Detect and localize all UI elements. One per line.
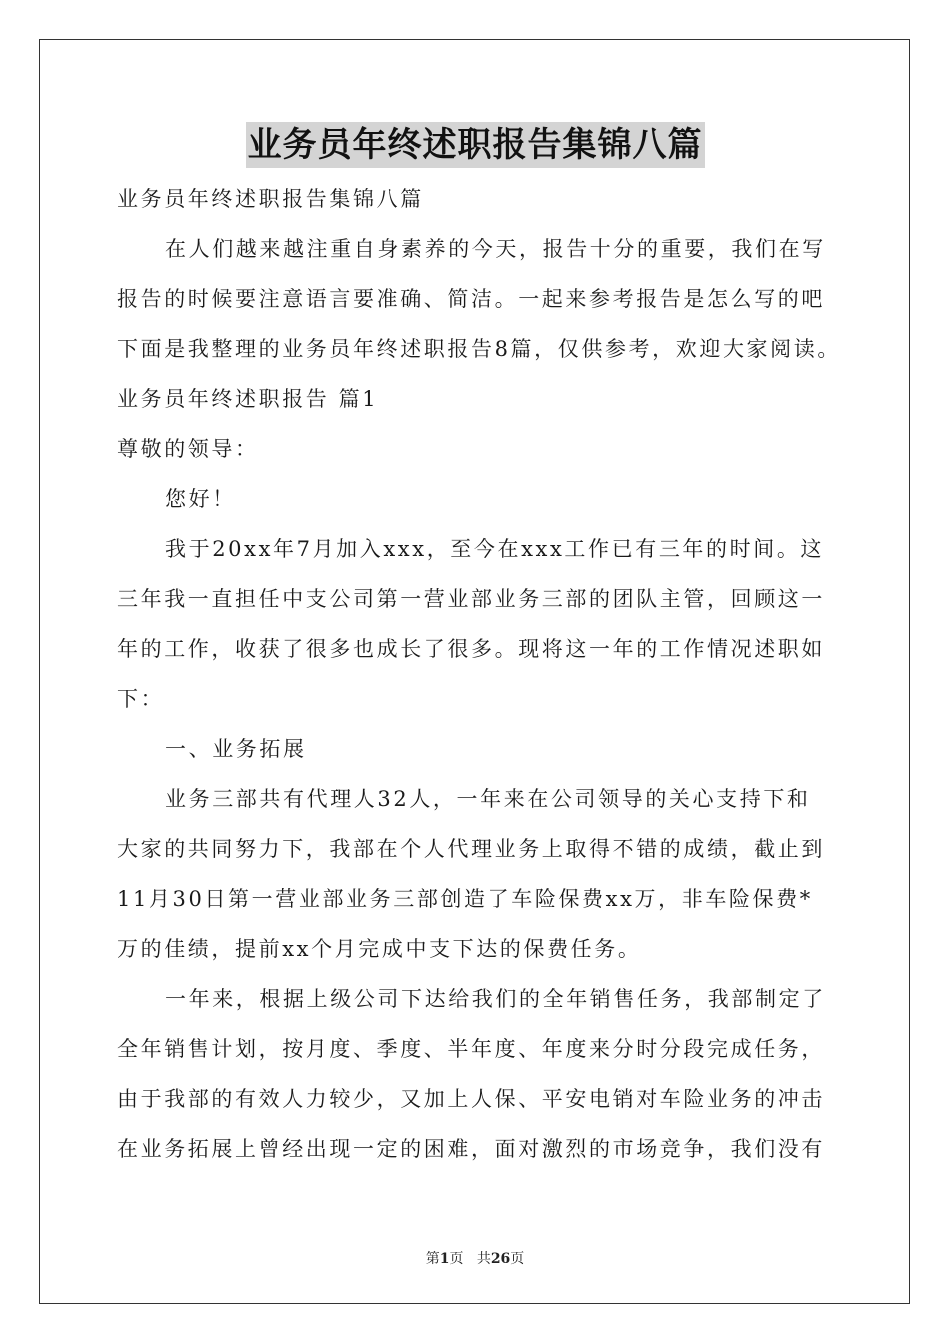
- paragraph-line: 全年销售计划，按月度、季度、半年度、年度来分时分段完成任务，: [117, 1037, 825, 1061]
- paragraph-line: 下：: [117, 687, 165, 711]
- paragraph-line: 在人们越来越注重自身素养的今天，报告十分的重要，我们在写: [165, 237, 826, 261]
- paragraph-line: 报告的时候要注意语言要准确、简洁。一起来参考报告是怎么写的吧: [117, 287, 825, 311]
- paragraph-line: 大家的共同努力下，我部在个人代理业务上取得不错的成绩，截止到: [117, 837, 825, 861]
- paragraph-line: 我于20xx年7月加入xxx，至今在xxx工作已有三年的时间。这: [165, 537, 825, 561]
- page-number: 1: [439, 1251, 450, 1267]
- section-heading: 业务员年终述职报告 篇1: [117, 387, 379, 411]
- page-unit: 页: [449, 1251, 464, 1267]
- paragraph-line: 11月30日第一营业部业务三部创造了车险保费xx万，非车险保费*: [117, 887, 813, 911]
- page-footer: [0, 1248, 950, 1268]
- paragraph-line: 一年来，根据上级公司下达给我们的全年销售任务，我部制定了: [165, 987, 826, 1011]
- paragraph-line: 年的工作，收获了很多也成长了很多。现将这一年的工作情况述职如: [117, 637, 825, 661]
- total-pages: 26: [490, 1251, 511, 1267]
- greeting: 您好！: [165, 487, 236, 511]
- paragraph-line: 业务三部共有代理人32人，一年来在公司领导的关心支持下和: [165, 787, 811, 811]
- paragraph-line: 三年我一直担任中支公司第一营业部业务三部的团队主管，回顾这一: [117, 587, 825, 611]
- paragraph-line: 万的佳绩，提前xx个月完成中支下达的保费任务。: [117, 937, 642, 961]
- paragraph-line: 下面是我整理的业务员年终述职报告8篇，仅供参考，欢迎大家阅读。: [117, 337, 841, 361]
- total-unit: 页: [510, 1251, 525, 1267]
- salutation: 尊敬的领导：: [117, 437, 259, 461]
- subsection-heading: 一、业务拓展: [165, 737, 307, 761]
- paragraph-line: 在业务拓展上曾经出现一定的困难，面对激烈的市场竞争，我们没有: [117, 1137, 825, 1161]
- page-label: 第: [425, 1251, 440, 1267]
- subtitle-line: 业务员年终述职报告集锦八篇: [117, 187, 424, 211]
- paragraph-line: 由于我部的有效人力较少，又加上人保、平安电销对车险业务的冲击: [117, 1087, 825, 1111]
- title-container: [0, 122, 950, 168]
- total-label: 共: [476, 1251, 491, 1267]
- document-title: 业务员年终述职报告集锦八篇: [246, 122, 705, 168]
